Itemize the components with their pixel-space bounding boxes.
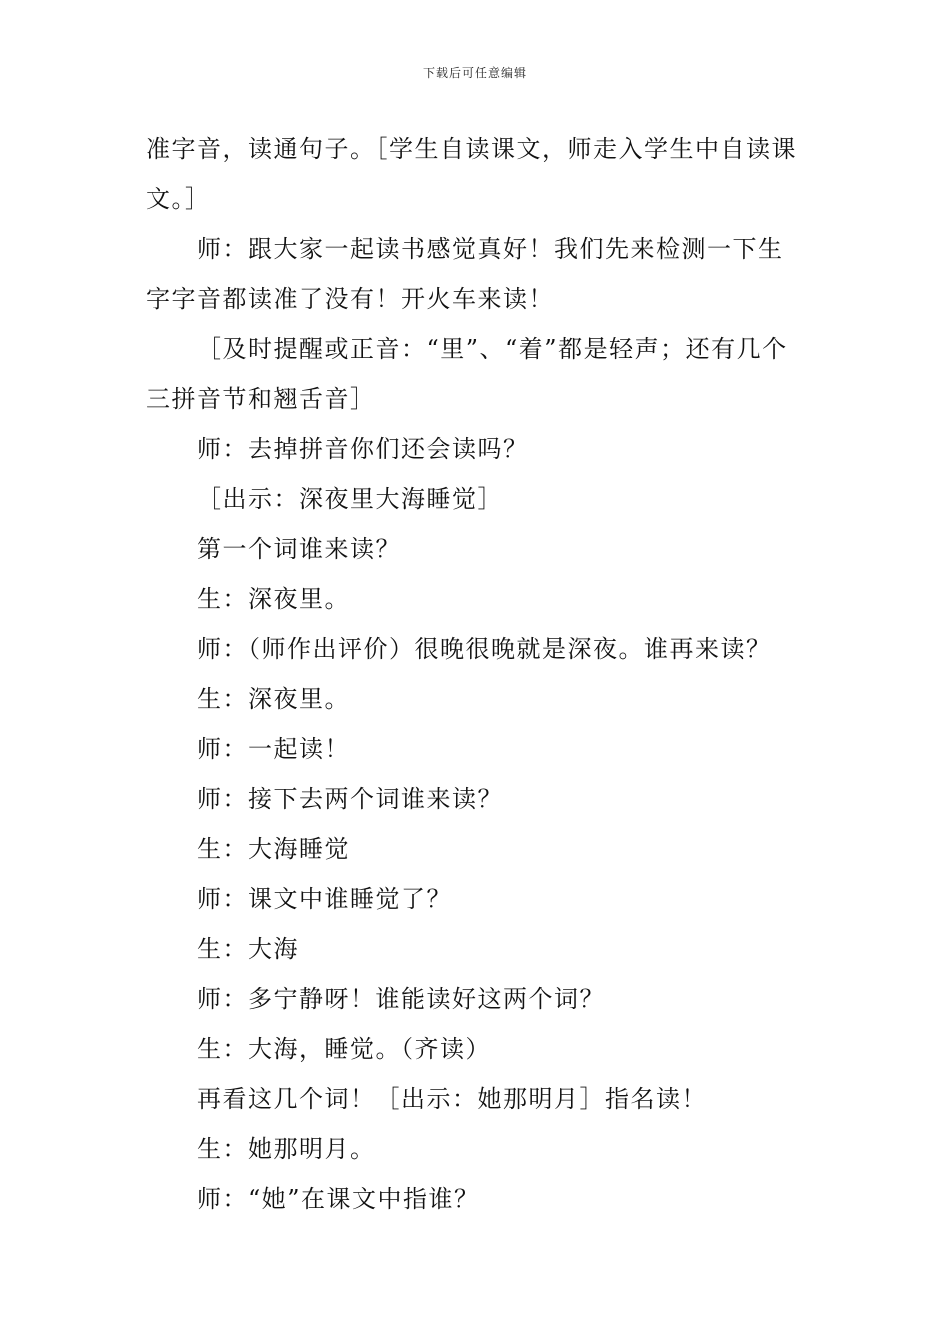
paragraph: 师：“她”在课文中指谁？ xyxy=(197,1185,480,1213)
paragraph: ［及时提醒或正音：“里”、“着”都是轻声；还有几个三拼音节和翘舌音］ xyxy=(146,335,788,413)
paragraph: 再看这几个词！［出示：她那明月］指名读！ xyxy=(197,1085,707,1113)
paragraph: 第一个词谁来读？ xyxy=(197,535,401,563)
paragraph: 生：深夜里。 xyxy=(197,585,350,613)
paragraph: 生：她那明月。 xyxy=(197,1135,376,1163)
paragraph: 准字音，读通句子。［学生自读课文，师走入学生中自读课文。］ xyxy=(146,135,797,213)
paragraph: 师：一起读！ xyxy=(197,735,350,763)
paragraph: 师：跟大家一起读书感觉真好！我们先来检测一下生字字音都读准了没有！开火车来读！ xyxy=(146,235,784,313)
document-body xyxy=(146,124,808,1224)
paragraph: 生：深夜里。 xyxy=(197,685,350,713)
paragraph: 师：课文中谁睡觉了？ xyxy=(197,885,452,913)
paragraph: 师：多宁静呀！谁能读好这两个词？ xyxy=(197,985,605,1013)
paragraph: 生：大海 xyxy=(197,935,299,963)
paragraph: 师：接下去两个词谁来读？ xyxy=(197,785,503,813)
paragraph: 师：去掉拼音你们还会读吗？ xyxy=(197,435,529,463)
paragraph: 生：大海睡觉 xyxy=(197,835,350,863)
paragraph: ［出示：深夜里大海睡觉］ xyxy=(197,485,503,513)
paragraph: 生：大海，睡觉。（齐读） xyxy=(197,1035,491,1063)
page-header: 下载后可任意编辑 xyxy=(422,66,527,80)
paragraph: 师：（师作出评价）很晚很晚就是深夜。谁再来读？ xyxy=(197,635,772,663)
